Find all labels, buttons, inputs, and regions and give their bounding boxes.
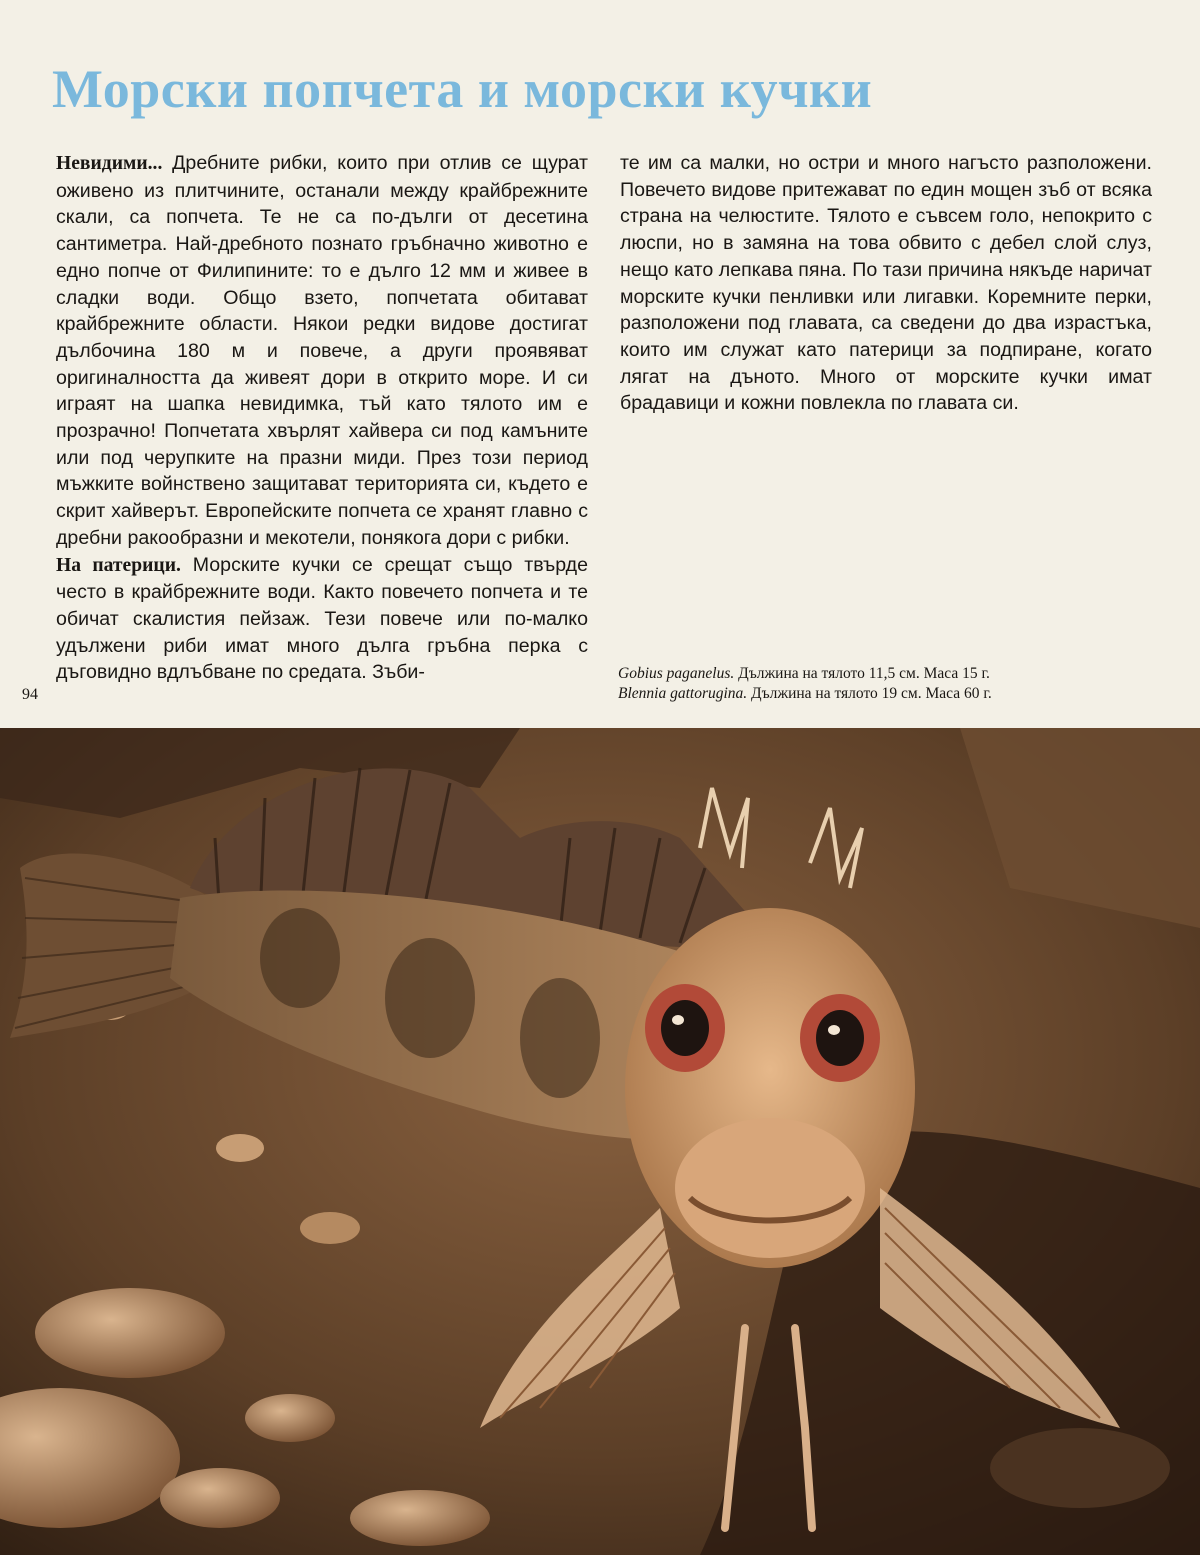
caption-gobius [618, 664, 992, 684]
figure-captions [618, 664, 992, 704]
fish-illustration [0, 728, 1200, 1555]
caption-details: Дължина на тялото 19 см. Маса 60 г. [747, 685, 992, 702]
caption-species-name: Blennia gattorugina. [618, 685, 748, 702]
paragraph-continued: те им са малки, но остри и много нагъсто разположени. Повечето видове притежават по един мощен зъб от всяка страна на челюстите. Тялото е съвсем голо, непокрито с люспи, но в замяна на това обвито с дебел слой слуз, нещо като лепкава пяна. По тази причина някъде наричат морските кучки пенливки или лигавки. Коремните перки, разположени под главата, са сведени до два израстъка, които им служат като патерици за подпиране, когато лягат на дъното. Много от морските кучки имат брадавици и кожни повлекла по главата си. [620, 152, 1152, 415]
section-text-crutches: Морските кучки се срещат също твърде често в крайбрежните води. Както повечето попчета и те обичат скалистия пейзаж. Тези повече или по-малко удължени риби имат много дълга гръбна перка с дъговидно вдлъбване по средата. Зъби- [56, 553, 588, 684]
paragraph-invisible [56, 150, 588, 552]
section-text-invisible: Дребните рибки, които при отлив се щурат оживено из плитчините, останали между крайбрежните скали, са попчета. Те не са по-дълги от десетина сантиметра. Най-дребното познато гръбначно животно е едно попче от Филипините: то е дълго 12 мм и живее в сладки води. Общо взето, попчетата обитават крайбрежните области. Някои редки видове достигат дълбочина 180 м и повече, а други проявяват оригиналността да живеят дори в открито море. И си играят на шапка невидимка, тъй като тялото им е прозрачно! Попчетата хвърлят хайвера си под камъните или под черупките на празни миди. През този период мъжките войнствено защитават територията си, където е скрит хайверът. Европейските попчета се хранят главно с дребни ракообразни и мекотели, понякога дори с рибки. [56, 152, 588, 549]
page-number: 94 [22, 686, 38, 703]
caption-blennia [618, 684, 992, 704]
section-lead-invisible: Невидими... [56, 153, 163, 174]
paragraph-crutches [56, 552, 588, 687]
caption-species-name: Gobius paganelus. [618, 665, 735, 682]
right-text-column [620, 150, 1152, 417]
caption-details: Дължина на тялото 11,5 см. Маса 15 г. [734, 665, 990, 682]
page-title: Морски попчета и морски кучки [52, 59, 873, 119]
section-lead-crutches: На патерици. [56, 554, 181, 576]
left-text-column [56, 150, 588, 686]
